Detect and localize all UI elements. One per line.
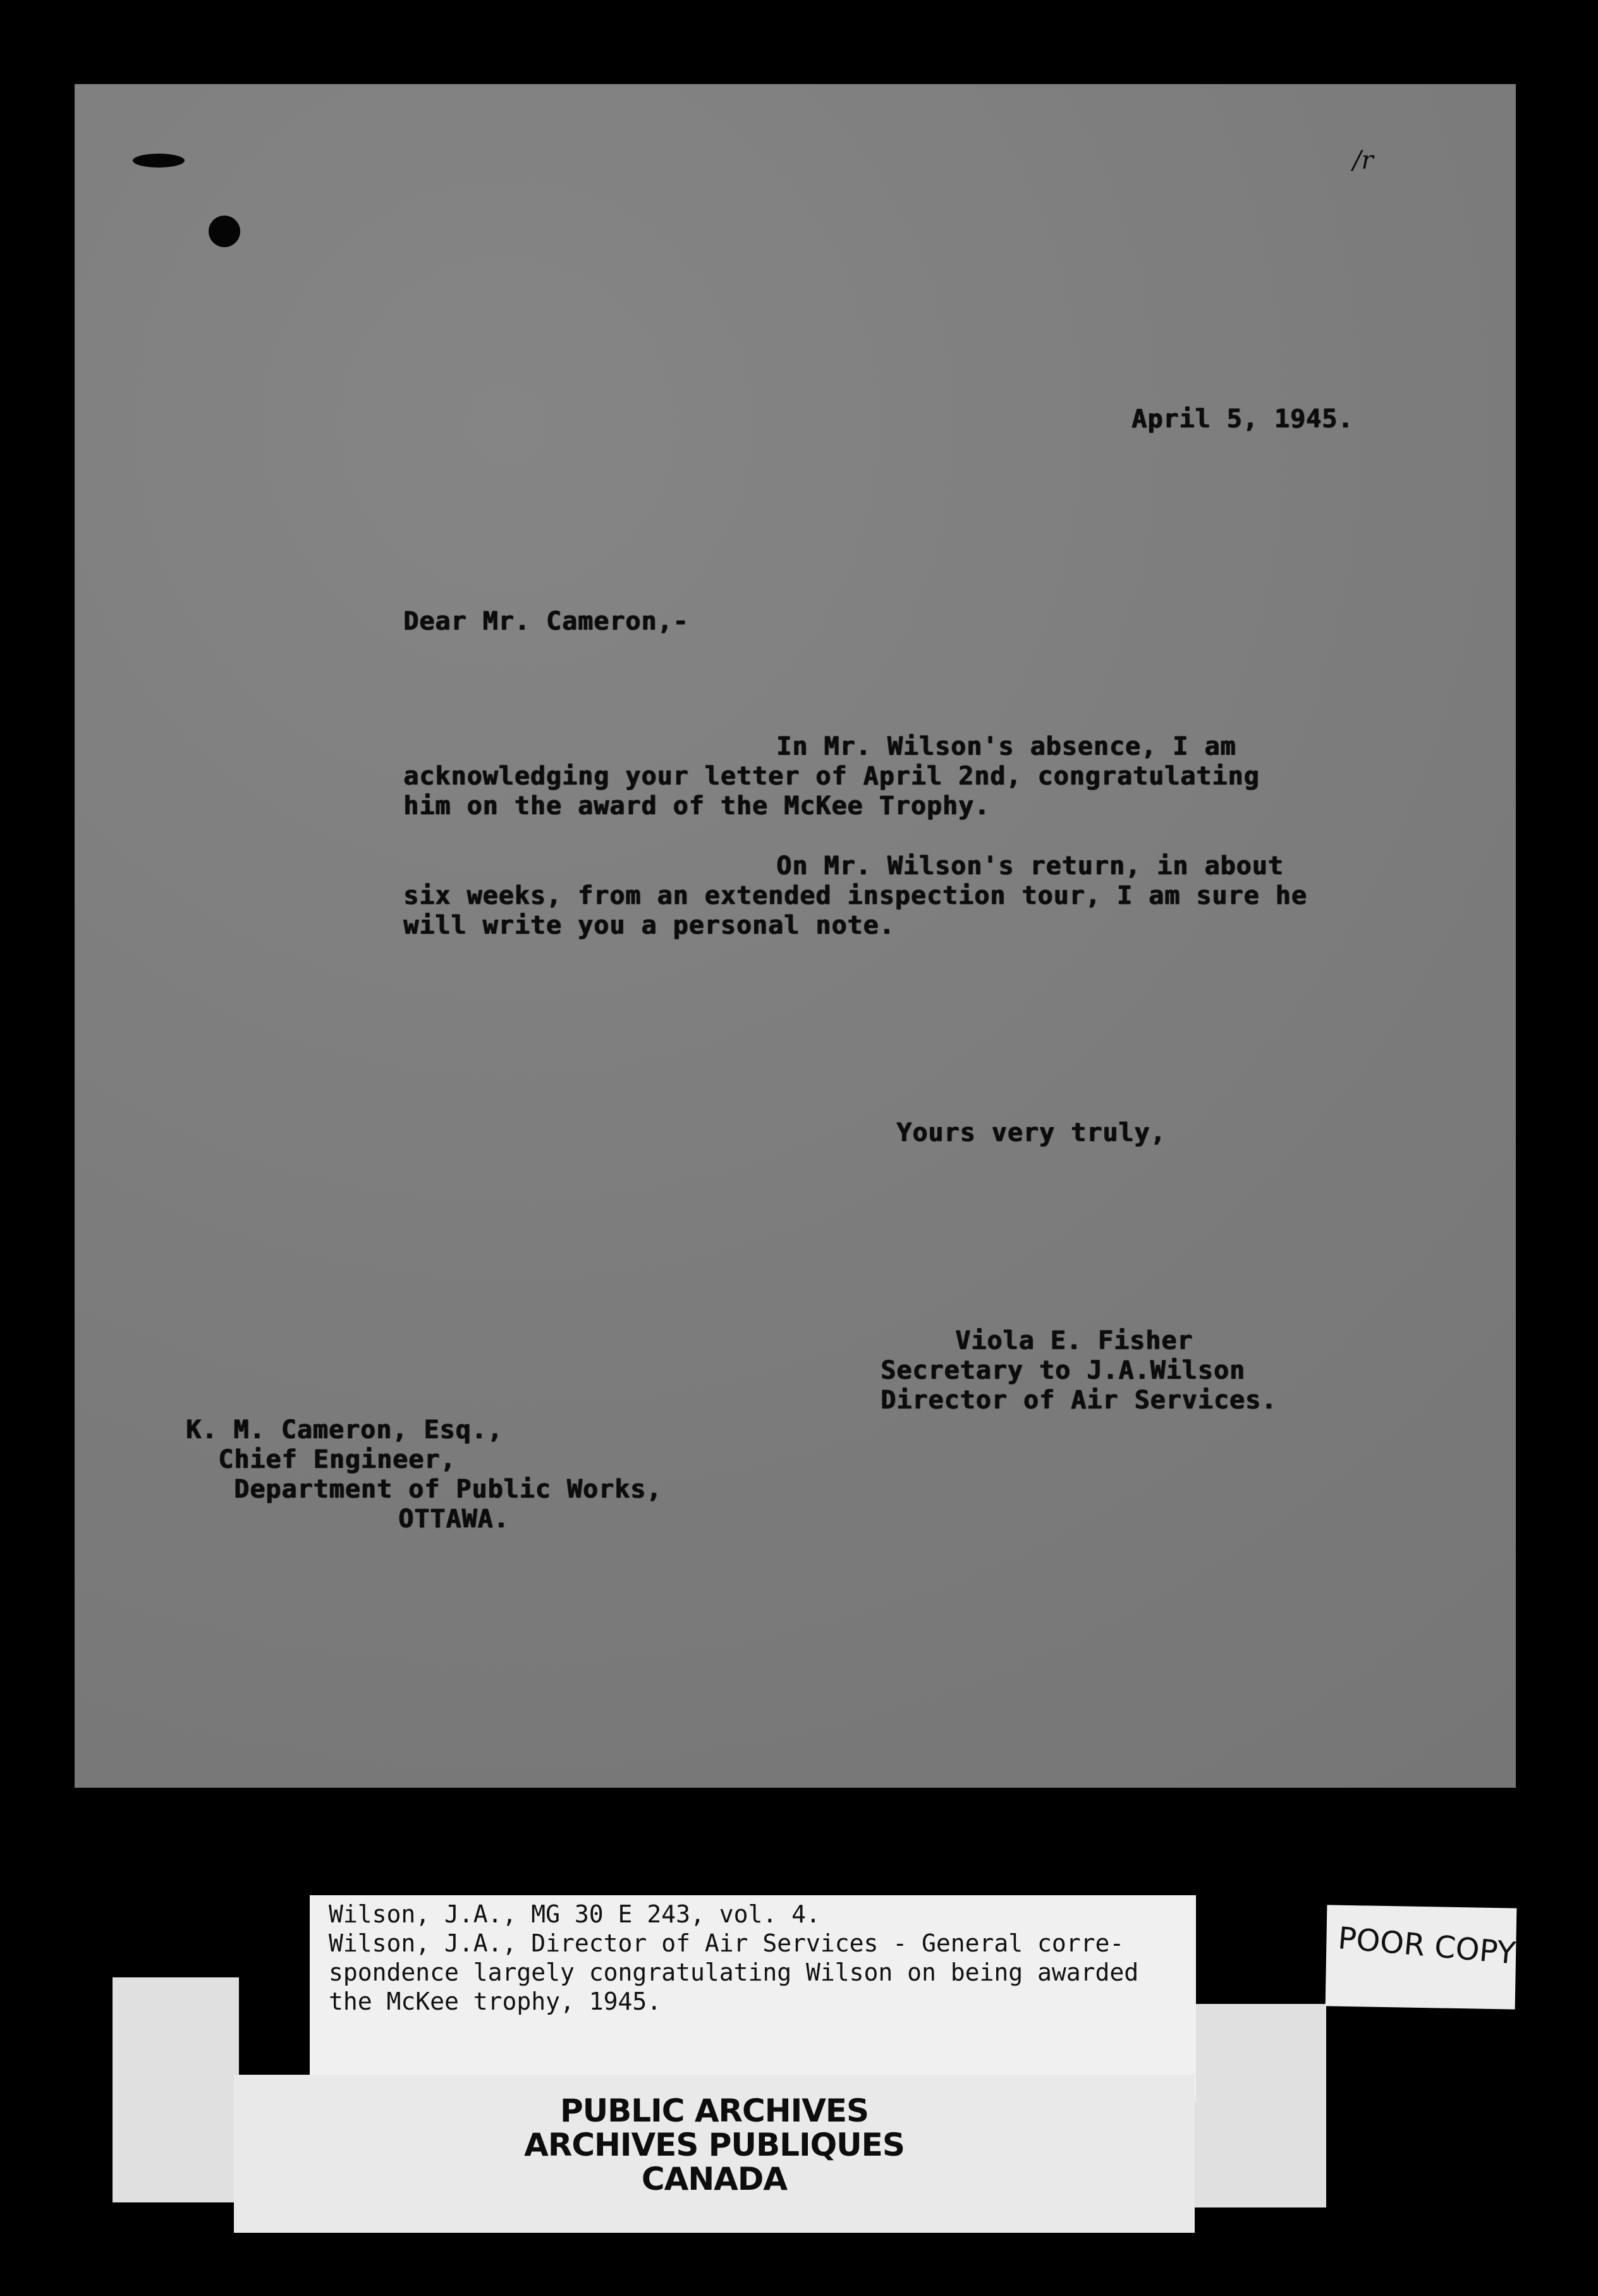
ink-blot <box>133 154 185 168</box>
signature-department: Director of Air Services. <box>881 1386 1278 1415</box>
paragraph-1-line-1: In Mr. Wilson's absence, I am <box>776 732 1236 761</box>
card-line-4: the McKee trophy, 1945. <box>329 1988 662 2015</box>
salutation: Dear Mr. Cameron,- <box>403 607 689 636</box>
page-mark: /r <box>1353 146 1374 175</box>
stamp-line-1: PUBLIC ARCHIVES <box>559 2092 869 2129</box>
letter-date: April 5, 1945. <box>1131 405 1354 434</box>
recipient-title: Chief Engineer, <box>218 1445 456 1474</box>
letter-sheet <box>75 84 1516 1788</box>
signature-name: Viola E. Fisher <box>955 1326 1193 1355</box>
signature-title: Secretary to J.A.Wilson <box>881 1356 1245 1385</box>
card-line-1: Wilson, J.A., MG 30 E 243, vol. 4. <box>329 1900 820 1928</box>
stamp-line-3: CANADA <box>641 2161 788 2197</box>
recipient-department: Department of Public Works, <box>234 1475 662 1504</box>
stamp-line-2: ARCHIVES PUBLIQUES <box>524 2127 905 2163</box>
poor-copy-note: POOR COPY <box>1336 1920 1517 1972</box>
paragraph-2-line-2: six weeks, from an extended inspection tour, I am sure he <box>403 881 1307 910</box>
closing: Yours very truly, <box>896 1118 1166 1147</box>
recipient-city: OTTAWA. <box>398 1505 509 1534</box>
card-line-3: spondence largely congratulating Wilson on being awarded <box>329 1958 1139 1986</box>
punch-hole <box>209 216 240 247</box>
archives-stamp <box>234 2075 1195 2233</box>
poor-copy-label <box>1326 1905 1517 2009</box>
paragraph-1-line-2: acknowledging your letter of April 2nd, congratulating <box>403 762 1260 791</box>
paragraph-1-line-3: him on the award of the McKee Trophy. <box>403 791 991 821</box>
paragraph-2-line-3: will write you a personal note. <box>403 911 895 940</box>
tape-right <box>1180 2004 1326 2207</box>
paragraph-2-line-1: On Mr. Wilson's return, in about <box>776 852 1284 881</box>
tape-left <box>113 1977 239 2202</box>
recipient-name: K. M. Cameron, Esq., <box>186 1415 503 1444</box>
card-line-2: Wilson, J.A., Director of Air Services - General corre- <box>329 1929 1125 1957</box>
